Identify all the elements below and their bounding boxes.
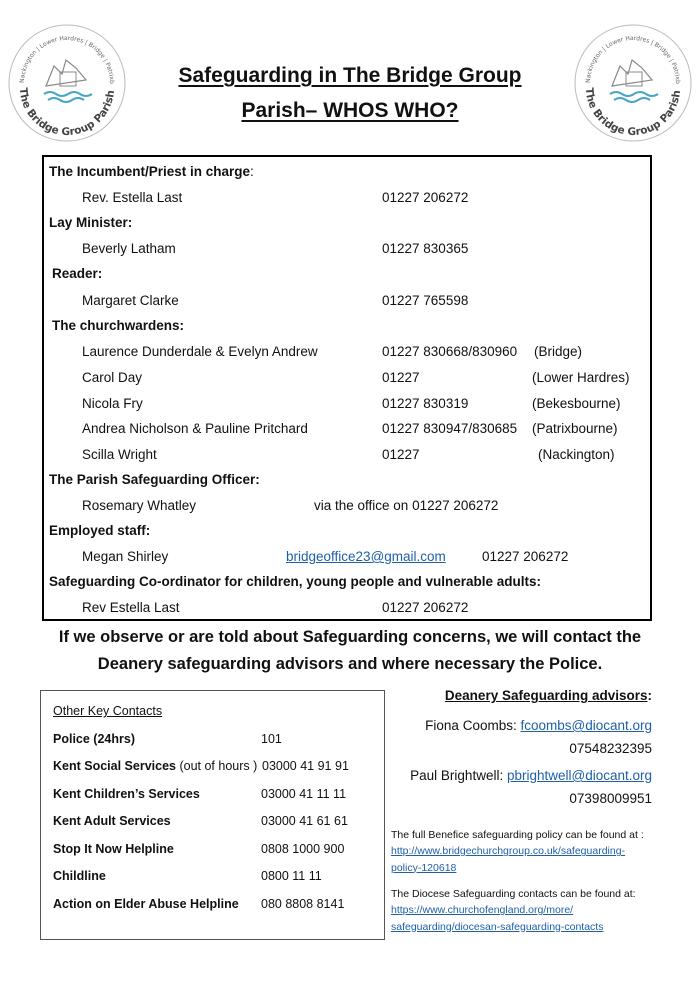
diocese-contacts-text: The Diocese Safeguarding contacts can be found at:: [391, 888, 636, 900]
contact-value: 03000 41 61 61: [261, 814, 348, 828]
reader-phone: 01227 765598: [382, 293, 469, 308]
reader-heading: Reader:: [52, 266, 103, 281]
churchwarden-name: Carol Day: [82, 370, 143, 385]
contact-label: Kent Social Services (out of hours ): [53, 759, 258, 773]
coordinator-heading: Safeguarding Co-ordinator for children, young people and vulnerable adults:: [49, 574, 542, 589]
benefice-policy-link[interactable]: http://www.bridgechurchgroup.co.uk/safeguarding-: [391, 845, 626, 858]
benefice-policy-link-cont[interactable]: policy-120618: [391, 861, 457, 874]
churchwarden-name: Nicola Fry: [82, 396, 143, 411]
coordinator-name: Rev Estella Last: [82, 600, 180, 615]
page-title-line1: Safeguarding in The Bridge Group: [178, 64, 522, 87]
contact-value: 0800 11 11: [261, 869, 322, 883]
advisor-fiona-email-link[interactable]: fcoombs@diocant.org: [520, 718, 652, 733]
contact-value: 03000 41 91 91: [262, 759, 349, 773]
incumbent-phone: 01227 206272: [382, 190, 469, 205]
contact-label: Stop It Now Helpline: [53, 842, 174, 856]
page-title-line2: Parish– WHOS WHO?: [241, 99, 459, 122]
advisor-fiona-phone: 07548232395: [569, 741, 652, 756]
churchwarden-parish: (Lower Hardres): [532, 370, 630, 385]
contact-value: 080 8808 8141: [261, 897, 345, 911]
safeguarding-officer-heading: The Parish Safeguarding Officer:: [49, 472, 260, 487]
benefice-policy: [391, 827, 661, 876]
parish-logo-left: [6, 22, 128, 144]
churchwardens-heading: The churchwardens:: [52, 318, 185, 333]
advisor-paul: Paul Brightwell: pbrightwell@diocant.org: [410, 768, 652, 783]
contact-label: Action on Elder Abuse Helpline: [53, 897, 239, 911]
contact-label: Police (24hrs): [53, 732, 135, 746]
churchwarden-phone: 01227 830668/830960: [382, 344, 518, 359]
employed-staff-heading: Employed staff:: [49, 523, 151, 538]
safeguarding-officer-name: Rosemary Whatley: [82, 498, 197, 513]
svg-text:Nackington | Lower Hardres | B: Nackington | Lower Hardres | Bridge | Patrixb: [584, 34, 682, 84]
parish-logo-right: [572, 22, 694, 144]
notice-line2: Deanery safeguarding advisors and where necessary the Police.: [97, 655, 603, 673]
churchwarden-phone: 01227: [382, 447, 420, 462]
svg-text:The Bridge Group Parish: The Bridge Group Parish: [582, 87, 684, 139]
diocese-contacts: [391, 886, 661, 935]
deanery-heading: Deanery Safeguarding advisors:: [444, 688, 652, 703]
churchwarden-phone: 01227 830319: [382, 396, 469, 411]
advisor-paul-phone: 07398009951: [569, 791, 652, 806]
contact-value: 101: [261, 732, 282, 746]
safeguarding-officer-contact: via the office on 01227 206272: [314, 498, 499, 513]
churchwarden-parish: (Nackington): [538, 447, 615, 462]
incumbent-heading: The Incumbent/Priest in charge:: [49, 164, 254, 179]
lay-minister-phone: 01227 830365: [382, 241, 469, 256]
notice-line1: If we observe or are told about Safeguarding concerns, we will contact the: [58, 628, 642, 646]
svg-text:Nackington | Lower Hardres | B: Nackington | Lower Hardres | Bridge | Patrixb: [18, 34, 116, 84]
contact-value: 0808 1000 900: [261, 842, 345, 856]
key-contacts-box: [40, 690, 385, 940]
churchwarden-phone: 01227: [382, 370, 420, 385]
diocese-contacts-link-cont[interactable]: safeguarding/diocesan-safeguarding-contacts: [391, 920, 604, 933]
roles-box: [42, 155, 652, 621]
churchwarden-parish: (Bridge): [534, 344, 583, 359]
churchwarden-parish: (Patrixbourne): [532, 421, 618, 436]
lay-minister-heading: Lay Minister:: [49, 215, 133, 230]
reader-name: Margaret Clarke: [82, 293, 179, 308]
benefice-policy-text: The full Benefice safeguarding policy can be found at :: [391, 829, 644, 841]
churchwarden-parish: (Bekesbourne): [532, 396, 621, 411]
incumbent-name: Rev. Estella Last: [82, 190, 183, 205]
coordinator-phone: 01227 206272: [382, 600, 469, 615]
churchwarden-name: Laurence Dunderdale & Evelyn Andrew: [82, 344, 318, 359]
advisor-paul-email-link[interactable]: pbrightwell@diocant.org: [506, 768, 652, 783]
churchwarden-phone: 01227 830947/830685: [382, 421, 518, 436]
churchwarden-name: Andrea Nicholson & Pauline Pritchard: [82, 421, 308, 436]
contact-label: Kent Adult Services: [53, 814, 171, 828]
key-contacts-heading: Other Key Contacts: [53, 704, 163, 718]
lay-minister-name: Beverly Latham: [82, 241, 176, 256]
contact-value: 03000 41 11 11: [261, 787, 347, 801]
svg-text:The Bridge Group Parish: The Bridge Group Parish: [16, 87, 118, 139]
advisor-fiona: Fiona Coombs: fcoombs@diocant.org: [425, 718, 652, 733]
diocese-contacts-link[interactable]: https://www.churchofengland.org/more/: [391, 904, 574, 917]
churchwarden-name: Scilla Wright: [82, 447, 157, 462]
staff-phone: 01227 206272: [482, 549, 569, 564]
staff-email-link[interactable]: bridgeoffice23@gmail.com: [286, 549, 446, 564]
contact-label: Kent Children’s Services: [53, 787, 200, 801]
staff-name: Megan Shirley: [82, 549, 169, 564]
contact-label: Childline: [53, 869, 106, 883]
